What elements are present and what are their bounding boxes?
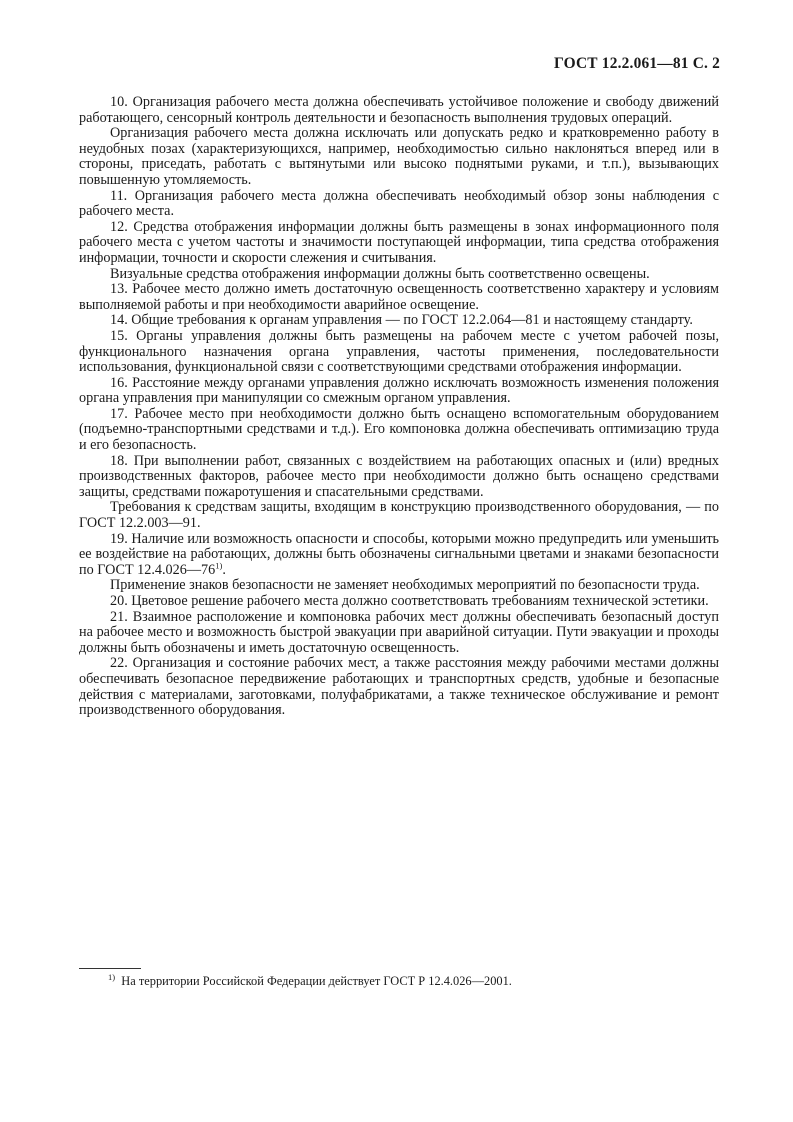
paragraph-12: 12. Средства отображения информации должны быть размещены в зонах информационного поля рабочего места с учетом частоты и значимости поступающей информации, типа средства отображения информации, точности и скорости слежения и считывания.: [79, 218, 719, 266]
paragraph-18-cont: Требования к средствам защиты, входящим в конструкцию производственного оборудования, — по ГОСТ 12.2.003—91.: [79, 499, 719, 532]
paragraph-12-cont: Визуальные средства отображения информации должны быть соответственно освещены.: [110, 265, 650, 282]
paragraph-14: 14. Общие требования к органам управления — по ГОСТ 12.2.064—81 и настоящему стандарту.: [110, 312, 693, 329]
paragraph-18: 18. При выполнении работ, связанных с воздействием на работающих опасных и (или) вредных производственных факторов, рабочее место при необходимости должно быть оснащено средствами защиты, средствами пожаротушения и спасательными средствами.: [79, 452, 719, 500]
footnote-ref: 1): [215, 560, 223, 571]
paragraph-11: 11. Организация рабочего места должна обеспечивать необходимый обзор зоны наблюдения с рабочего места.: [79, 187, 719, 220]
paragraph-16: 16. Расстояние между органами управления должно исключать возможность изменения положения органа управления при манипуляции со смежным органом управления.: [79, 374, 719, 407]
paragraph-22: 22. Организация и состояние рабочих мест, а также расстояния между рабочими местами должны обеспечивать безопасное передвижение работающих и транспортных средств, удобные и безопасные действия с материалами, заготовками, полуфабрикатами, а также техническое обслуживание и ремонт производственного оборудования.: [79, 655, 719, 719]
paragraph-13: 13. Рабочее место должно иметь достаточную освещенность соответственно характеру и условиям выполняемой работы и при необходимости аварийное освещение.: [79, 281, 719, 313]
page-header: ГОСТ 12.2.061—81 С. 2: [554, 55, 720, 72]
paragraph-19-cont: Применение знаков безопасности не заменяет необходимых мероприятий по безопасности труда.: [110, 577, 700, 594]
paragraph-10-cont: Организация рабочего места должна исключать или допускать редко и кратковременно работу в неудобных позах (характеризующихся, например, необходимостью сильно наклоняться вперед или в стороны, приседать, работать с вытянутыми или высоко поднятыми руками, и т.п.), вызывающих повышенную утомляемость.: [79, 125, 719, 188]
footnote-divider: [79, 968, 141, 969]
paragraph-19-text: 19. Наличие или возможность опасности и способы, которыми можно предупредить или уменьшить ее воздействие на работающих, должны быть обозначены сигнальными цветами и знаками безопасности по ГОСТ 12.4.026—76: [79, 530, 719, 578]
paragraph-17: 17. Рабочее место при необходимости должно быть оснащено вспомогательным оборудованием (подъемно-транспортными средствами и т.д.). Его компоновка должна обеспечивать оптимизацию труда и его безопасность.: [79, 405, 719, 454]
footnote-text: На территории Российской Федерации действует ГОСТ Р 12.4.026—2001.: [121, 974, 512, 988]
footnote-marker: 1): [108, 971, 116, 982]
paragraph-20: 20. Цветовое решение рабочего места должно соответствовать требованиям технической эстетики.: [110, 593, 709, 609]
paragraph-10: 10. Организация рабочего места должна обеспечивать устойчивое положение и свободу движений работающего, сенсорный контроль деятельности и безопасность выполнения трудовых операций.: [79, 94, 719, 126]
document-body: [79, 95, 719, 719]
paragraph-15: 15. Органы управления должны быть размещены на рабочем месте с учетом рабочей позы, функционального назначения органа управления, частоты применения, последовательности использования, функциональной связи с соответствующими средствами отображения информации.: [79, 327, 719, 376]
footnote: [108, 971, 708, 988]
paragraph-19: 19. Наличие или возможность опасности и способы, которыми можно предупредить или уменьшить ее воздействие на работающих, должны быть обозначены сигнальными цветами и знаками безопасности по ГОСТ 12.4.026—76$^{1)}$.: [79, 530, 719, 578]
paragraph-21: 21. Взаимное расположение и компоновка рабочих мест должны обеспечивать безопасный доступ на рабочее место и возможность быстрой эвакуации при аварийной ситуации. Пути эвакуации и проходы должны быть обозначены и иметь достаточную освещенность.: [79, 608, 719, 656]
